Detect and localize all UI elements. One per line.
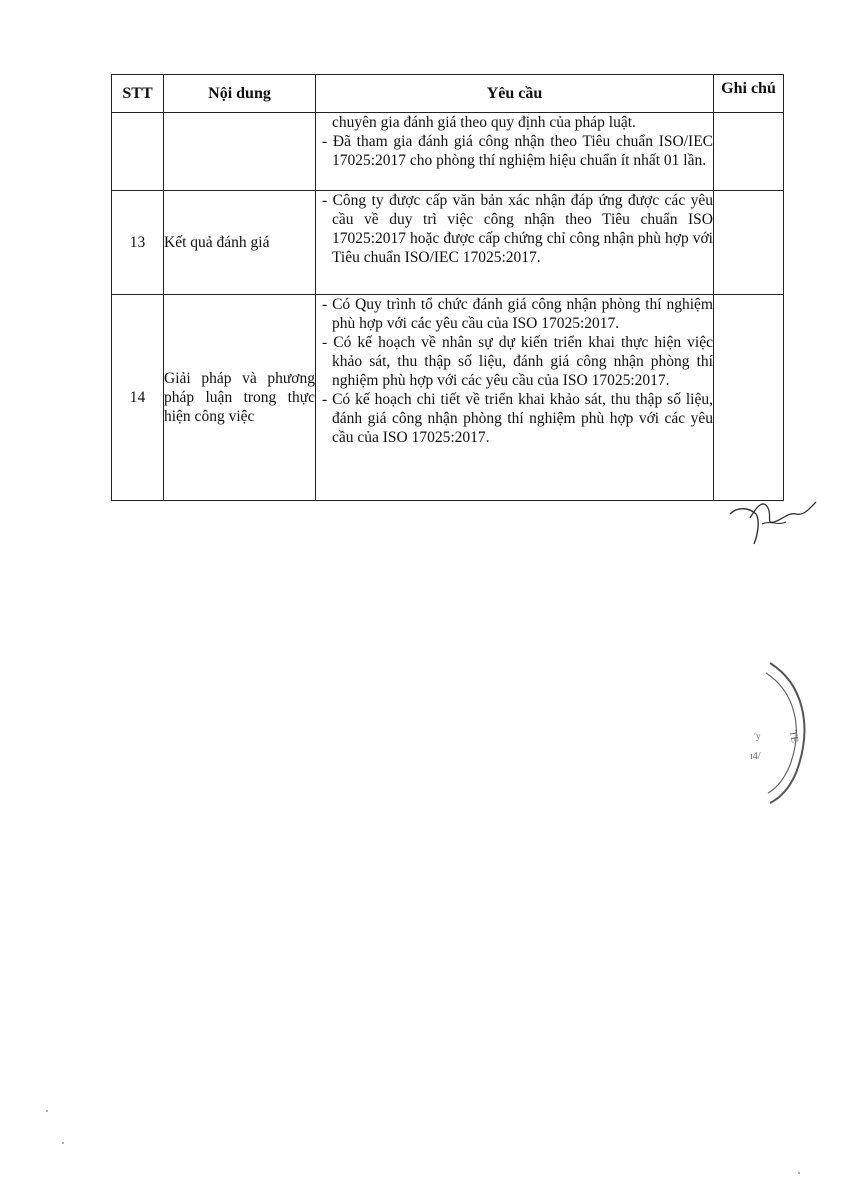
requirement-line: chuyên gia đánh giá theo quy định của pháp luật. xyxy=(332,114,636,131)
content-cell: Kết quả đánh giá xyxy=(164,191,316,295)
header-content: Nội dung xyxy=(164,75,316,113)
svg-text:TE: TE xyxy=(787,729,801,744)
requirement-line: - Có kế hoạch về nhân sự dự kiến triển khai thực hiện việc khảo sát, thu thập số liệu, đánh giá công nhận phòng thí nghiệm phù hợp với các yêu cầu của ISO 17025:2017. xyxy=(322,334,713,389)
requirement-line: - Có kế hoạch chi tiết về triển khai khảo sát, thu thập số liệu, đánh giá công nhận phòng thí nghiệm phù hợp với các yêu cầu của ISO 17025:2017. xyxy=(322,391,713,446)
signature xyxy=(728,494,818,546)
requirements-cell xyxy=(316,191,714,295)
stt-cell xyxy=(112,113,164,191)
stt-cell: 14 xyxy=(112,295,164,501)
requirement-line: - Công ty được cấp văn bản xác nhận đáp ứng được các yêu cầu về duy trì việc công nhận theo Tiêu chuẩn ISO 17025:2017 hoặc được cấp chứng chỉ công nhận phù hợp với Tiêu chuẩn ISO/IEC 17025:2017. xyxy=(322,192,713,266)
table-row xyxy=(112,113,784,191)
requirement-line: - Có Quy trình tổ chức đánh giá công nhận phòng thí nghiệm phù hợp với các yêu cầu của ISO 17025:2017. xyxy=(322,296,713,332)
notes-cell xyxy=(714,295,784,501)
partial-seal-stamp xyxy=(740,655,814,805)
header-stt: STT xyxy=(112,75,164,113)
scan-speck xyxy=(46,1110,48,1112)
svg-text:ɪ4/: ɪ4/ xyxy=(750,751,761,762)
requirement-line: - Đã tham gia đánh giá công nhận theo Tiêu chuẩn ISO/IEC 17025:2017 cho phòng thí nghiệm hiệu chuẩn ít nhất 01 lần. xyxy=(322,133,713,169)
scan-speck xyxy=(798,1172,800,1174)
content-cell: Giải pháp và phương pháp luận trong thực hiện công việc xyxy=(164,295,316,501)
scan-speck xyxy=(62,1142,64,1144)
requirements-table xyxy=(111,74,784,501)
content-cell xyxy=(164,113,316,191)
requirements-cell xyxy=(316,295,714,501)
header-notes: Ghi chú xyxy=(714,75,784,113)
table-row xyxy=(112,191,784,295)
header-requirements: Yêu cầu xyxy=(316,75,714,113)
requirements-cell xyxy=(316,113,714,191)
header-row xyxy=(112,75,784,113)
stt-cell: 13 xyxy=(112,191,164,295)
notes-cell xyxy=(714,191,784,295)
svg-text:ʹy: ʹy xyxy=(754,731,761,741)
notes-cell xyxy=(714,113,784,191)
table-row xyxy=(112,295,784,501)
